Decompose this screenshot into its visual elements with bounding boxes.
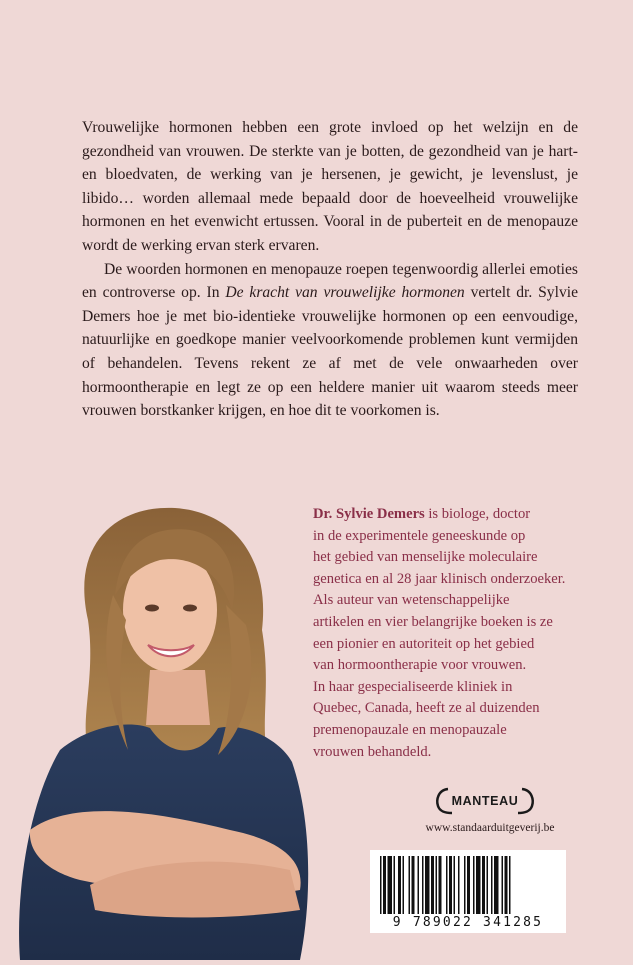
barcode-bar [467, 856, 470, 914]
bio-line: het gebied van menselijke moleculaire [313, 549, 538, 566]
isbn-number: 9 789022 341285 [392, 915, 544, 930]
blurb-paragraph-2 [82, 258, 578, 423]
bio-line: premenopauzale en menopauzale [313, 721, 507, 738]
barcode-bar [431, 856, 434, 914]
barcode-bar [412, 856, 415, 914]
barcode-bar [482, 856, 485, 914]
barcode-bar [383, 856, 386, 914]
bio-line: Quebec, Canada, heeft ze al duizenden [313, 700, 540, 717]
bio-line-text: is biologe, doctor [424, 506, 531, 522]
bio-line: In haar gespecialiseerde kliniek in [313, 678, 513, 695]
author-bio [313, 504, 613, 763]
barcode-bar [458, 856, 460, 914]
barcode-bar [476, 856, 481, 914]
author-name: Dr. Sylvie Demers [313, 506, 425, 522]
barcode-bar [403, 856, 405, 914]
publisher-url[interactable]: www.standaarduitgeverij.be [425, 822, 555, 834]
barcode-bar [454, 856, 456, 914]
barcode-bar [398, 856, 401, 914]
barcode-bar [394, 856, 396, 914]
barcode-bar [409, 856, 411, 914]
barcode-bar [436, 856, 438, 914]
barcode-bar [487, 856, 489, 914]
author-portrait [0, 500, 330, 960]
bio-line: een pionier en autoriteit op het gebied [313, 635, 535, 652]
publisher-logo [434, 786, 536, 816]
author-bio-text [313, 504, 613, 763]
barcode-bar [425, 856, 430, 914]
bio-line: in de experimentele geneeskunde op [313, 527, 526, 544]
bio-line: vrouwen behandeld. [313, 743, 432, 760]
barcode-bar [439, 856, 442, 914]
back-cover-blurb [82, 116, 578, 423]
bio-line: genetica en al 28 jaar klinisch onderzoeker. [313, 570, 566, 587]
bio-line: Als auteur van wetenschappelijke [313, 592, 510, 609]
bio-line: artikelen en vier belangrijke boeken is ze [313, 613, 553, 630]
barcode-bar [505, 856, 508, 914]
barcode-bar [380, 856, 382, 914]
blurb-p2-start: De woorden hormonen en menopauze roepen tegenwoordig allerlei emoties en controverse op. In [82, 260, 578, 302]
blurb-paragraph-1: Vrouwelijke hormonen hebben een grote invloed op het welzijn en de gezondheid van vrouwen. De sterkte van je botten, de gezondheid van je hart- en bloedvaten, de werking van je hersenen, je gewicht, je levenslust, je libido… worden allemaal mede bepaald door de hoeveelheid vrouwelijke hormonen en het evenwicht ertussen. Vooral in de puberteit en de menopauze wordt de werking ervan sterk ervaren. [82, 119, 578, 254]
barcode-bars [378, 856, 558, 914]
barcode-bar [422, 856, 424, 914]
barcode-bar [509, 856, 511, 914]
blurb-p2-end: vertelt dr. Sylvie Demers hoe je met bio-identieke vrouwelijke hormonen op een eenvoudige, natuurlijke en goedkope manier veelvoorkomende problemen kunt vermijden of behandelen. Tevens rekent ze af met de vele onwaarheden over hormoontherapie en legt ze op een heldere manier uit waarom steeds meer vrouwen borstkanker krijgen, en hoe dit te voorkomen is. [82, 284, 578, 420]
isbn-barcode [370, 850, 566, 933]
barcode-bar [491, 856, 493, 914]
bio-line [313, 504, 613, 526]
book-title: De kracht van vrouwelijke hormonen [225, 284, 465, 302]
publisher-logo-text: MANTEAU [451, 794, 519, 808]
barcode-bar [502, 856, 504, 914]
barcode-bar [388, 856, 393, 914]
barcode-bar [494, 856, 499, 914]
barcode-bar [464, 856, 466, 914]
barcode-bar [446, 856, 448, 914]
barcode-bar [418, 856, 420, 914]
bio-line: van hormoontherapie voor vrouwen. [313, 657, 527, 674]
barcode-bar [473, 856, 475, 914]
barcode-bar [449, 856, 452, 914]
